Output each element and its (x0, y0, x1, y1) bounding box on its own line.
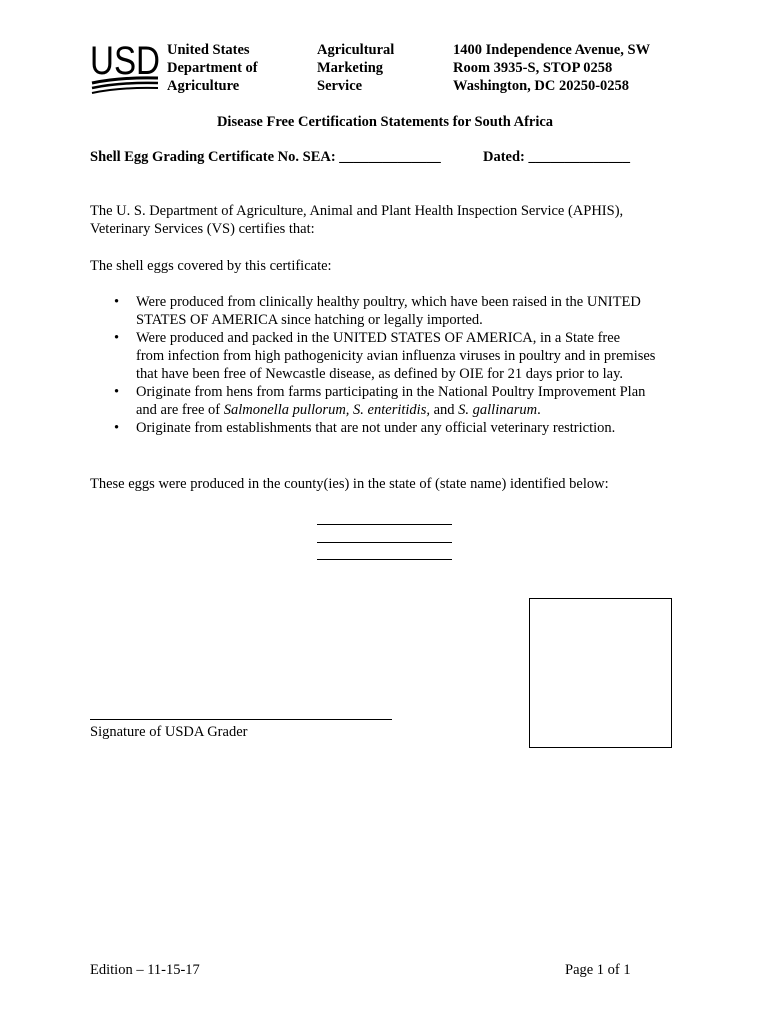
list-item-text: and (429, 402, 459, 418)
bullet-icon: • (114, 384, 120, 400)
list-item-line: Were produced from clinically healthy poultry, which have been raised in the UNITED (136, 294, 641, 310)
usda-logo-letters: USD (90, 39, 160, 83)
list-item-line: from infection from high pathogenicity avian influenza viruses in poultry and in premises (136, 348, 656, 364)
header-address (453, 41, 650, 95)
list-item-line: Were produced and packed in the UNITED STATES OF AMERICA, in a State free (136, 330, 621, 346)
header-address-line: Washington, DC 20250-0258 (453, 78, 630, 94)
page-number: Page 1 of 1 (565, 962, 631, 978)
edition-label: Edition – 11-15-17 (90, 962, 200, 978)
header-agency-name (317, 41, 394, 95)
header-address-line: 1400 Independence Avenue, SW (453, 42, 651, 58)
county-statement: These eggs were produced in the county(ies) in the state of (state name) identified below: (90, 476, 609, 492)
county-blank-line[interactable] (317, 542, 452, 543)
list-item-line: Originate from establishments that are not under any official veterinary restriction. (136, 420, 616, 436)
eggs-intro: The shell eggs covered by this certificate: (90, 258, 332, 274)
header-org-name (167, 41, 258, 95)
list-item (114, 383, 694, 419)
species-italic: Salmonella pullorum, S. enteritidis, (223, 402, 430, 418)
usda-logo-swoosh-icon (90, 39, 160, 95)
list-item-line (136, 401, 694, 419)
document-title: Disease Free Certification Statements for South Africa (216, 114, 554, 130)
bullet-icon: • (114, 294, 120, 310)
usda-logo (90, 39, 160, 95)
list-item-line: Originate from hens from farms participating in the National Poultry Improvement Plan (136, 384, 646, 400)
header-agency-line: Agricultural (317, 42, 395, 58)
list-item (114, 329, 694, 383)
signature-label: Signature of USDA Grader (90, 724, 248, 740)
list-item-line: STATES OF AMERICA since hatching or legally imported. (136, 312, 483, 328)
bullet-icon: • (114, 420, 120, 436)
stamp-box (529, 598, 672, 748)
list-item-text: and are free of (136, 402, 224, 418)
certification-list (114, 293, 694, 437)
header-org-line: Department of (167, 60, 258, 76)
county-blank-line[interactable] (317, 524, 452, 525)
list-item (114, 293, 694, 329)
intro-line: Veterinary Services (VS) certifies that: (90, 221, 315, 237)
species-italic: S. gallinarum (458, 402, 538, 418)
header-agency-line: Service (317, 78, 363, 94)
signature-line[interactable] (90, 719, 392, 720)
intro-line: The U. S. Department of Agriculture, Animal and Plant Health Inspection Service (APHIS), (90, 203, 624, 219)
county-blank-line[interactable] (317, 559, 452, 560)
bullet-icon: • (114, 330, 120, 346)
header-address-line: Room 3935-S, STOP 0258 (453, 60, 613, 76)
list-item-text: . (537, 402, 541, 418)
list-item (114, 419, 694, 437)
header-org-line: United States (167, 42, 250, 58)
dated-field: Dated: ______________ (483, 149, 631, 165)
list-item-line: that have been free of Newcastle disease, as defined by OIE for 21 days prior to lay. (136, 366, 624, 382)
certificate-number-field: Shell Egg Grading Certificate No. SEA: ______________ (90, 149, 441, 165)
intro-paragraph (90, 202, 623, 238)
header-org-line: Agriculture (167, 78, 240, 94)
header-agency-line: Marketing (317, 60, 384, 76)
